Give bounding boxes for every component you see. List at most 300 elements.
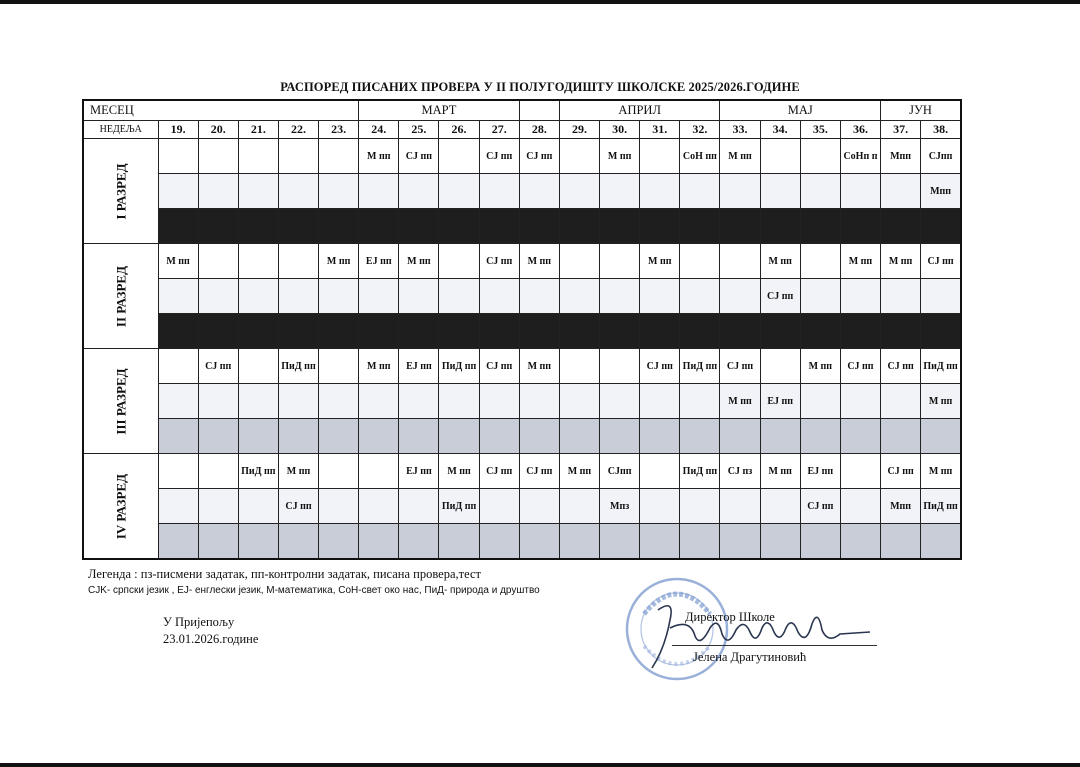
legend-line-1: Легенда : пз-писмени задатак, пп-контролни задатак, писана провера,тест [88, 567, 481, 581]
schedule-cell: ПиД пп [439, 489, 479, 524]
schedule-cell [198, 384, 238, 419]
grade-label: II РАЗРЕД [113, 265, 129, 327]
grade-row [83, 524, 961, 560]
schedule-cell: M пп [840, 244, 880, 279]
shaded-band-cell [640, 209, 680, 244]
schedule-cell: CJ пз [720, 454, 760, 489]
shaded-band-cell [840, 209, 880, 244]
schedule-cell [439, 279, 479, 314]
week-label: НЕДЕЉА [83, 121, 158, 139]
shaded-band-cell [238, 419, 278, 454]
shaded-band-cell [881, 209, 921, 244]
schedule-cell [238, 279, 278, 314]
schedule-cell: Mпп [921, 174, 961, 209]
schedule-cell [559, 244, 599, 279]
schedule-cell [399, 174, 439, 209]
grade-label: I РАЗРЕД [113, 162, 129, 220]
schedule-cell [479, 174, 519, 209]
shaded-band-cell [519, 524, 559, 560]
place-date [163, 614, 258, 648]
shaded-band-cell [278, 524, 318, 560]
schedule-cell [840, 174, 880, 209]
shaded-band-cell [439, 314, 479, 349]
schedule-cell [519, 279, 559, 314]
grade-row [83, 314, 961, 349]
schedule-cell [559, 384, 599, 419]
shaded-band-cell [359, 209, 399, 244]
month-label-cell [83, 100, 359, 121]
schedule-cell [640, 174, 680, 209]
grade-row [83, 349, 961, 384]
shaded-band-cell [238, 314, 278, 349]
shaded-band-cell [319, 314, 359, 349]
schedule-cell: CJ пп [519, 139, 559, 174]
shaded-band-cell [800, 524, 840, 560]
month-label: МЕСЕЦ [90, 103, 134, 117]
shaded-band-cell [359, 314, 399, 349]
schedule-cell [840, 454, 880, 489]
shaded-band-cell [278, 314, 318, 349]
shaded-band-cell [760, 419, 800, 454]
shaded-band-cell [559, 419, 599, 454]
shaded-band-cell [600, 524, 640, 560]
grade-row [83, 384, 961, 419]
schedule-cell: ПиД пп [439, 349, 479, 384]
week-number: 26. [439, 121, 479, 139]
schedule-cell: EJ пп [399, 349, 439, 384]
schedule-cell: M пп [319, 244, 359, 279]
schedule-cell: M пп [359, 349, 399, 384]
schedule-cell [238, 349, 278, 384]
shaded-band-cell [800, 209, 840, 244]
schedule-cell: M пп [921, 384, 961, 419]
schedule-cell [559, 139, 599, 174]
schedule-cell: M пп [439, 454, 479, 489]
schedule-cell: M пп [278, 454, 318, 489]
shaded-band-cell [238, 209, 278, 244]
schedule-cell: ПиД пп [278, 349, 318, 384]
shaded-band-cell [600, 419, 640, 454]
shaded-band-cell [439, 209, 479, 244]
week-number: 35. [800, 121, 840, 139]
legend-line-2: CJK- српски језик , EJ- енглески језик, M-математика, СоН-свет око нас, ПиД- природа и друштво [88, 585, 540, 596]
schedule-cell [760, 174, 800, 209]
schedule-cell [720, 489, 760, 524]
schedule-cell: ПиД пп [680, 349, 720, 384]
shaded-band-cell [519, 209, 559, 244]
month-cell: МАЈ [720, 100, 881, 121]
schedule-cell [479, 489, 519, 524]
schedule-cell: CJ пп [881, 454, 921, 489]
schedule-cell [800, 174, 840, 209]
shaded-band-cell [840, 524, 880, 560]
shaded-band-cell [559, 524, 599, 560]
schedule-cell [439, 139, 479, 174]
schedule-cell [680, 384, 720, 419]
shaded-band-cell [800, 419, 840, 454]
schedule-cell [519, 384, 559, 419]
grade-row [83, 419, 961, 454]
schedule-cell [600, 244, 640, 279]
schedule-table [82, 99, 962, 560]
shaded-band-cell [840, 419, 880, 454]
shaded-band-cell [720, 524, 760, 560]
shaded-band-cell [921, 524, 961, 560]
week-number: 36. [840, 121, 880, 139]
schedule-cell: M пп [640, 244, 680, 279]
grade-label: III РАЗРЕД [113, 367, 129, 435]
schedule-cell: EJ пп [359, 244, 399, 279]
schedule-cell [840, 384, 880, 419]
shaded-band-cell [519, 419, 559, 454]
schedule-cell [559, 279, 599, 314]
shaded-band-cell [399, 524, 439, 560]
schedule-cell [238, 244, 278, 279]
shaded-band-cell [600, 209, 640, 244]
shaded-band-cell [559, 209, 599, 244]
schedule-cell [278, 279, 318, 314]
schedule-cell [198, 174, 238, 209]
schedule-cell [278, 244, 318, 279]
schedule-cell [720, 279, 760, 314]
schedule-cell [800, 279, 840, 314]
schedule-cell [359, 279, 399, 314]
grade-label-cell [83, 349, 158, 454]
shaded-band-cell [519, 314, 559, 349]
schedule-cell [158, 174, 198, 209]
schedule-cell: M пп [921, 454, 961, 489]
schedule-cell [399, 384, 439, 419]
shaded-band-cell [640, 314, 680, 349]
shaded-band-cell [278, 209, 318, 244]
schedule-cell: CJпп [600, 454, 640, 489]
shaded-band-cell [359, 524, 399, 560]
schedule-cell: CJпп [921, 139, 961, 174]
grade-row [83, 139, 961, 174]
shaded-band-cell [881, 314, 921, 349]
week-number: 30. [600, 121, 640, 139]
schedule-cell [760, 349, 800, 384]
schedule-cell [319, 384, 359, 419]
shaded-band-cell [399, 209, 439, 244]
schedule-cell: CJ пп [198, 349, 238, 384]
schedule-cell [319, 489, 359, 524]
schedule-cell [479, 279, 519, 314]
schedule-cell: ПиД пп [921, 349, 961, 384]
schedule-cell: ПиД пп [238, 454, 278, 489]
week-number: 19. [158, 121, 198, 139]
schedule-cell [640, 279, 680, 314]
schedule-cell: M пп [359, 139, 399, 174]
week-number: 31. [640, 121, 680, 139]
schedule-cell [600, 384, 640, 419]
schedule-cell [158, 139, 198, 174]
schedule-cell: CJ пп [479, 454, 519, 489]
schedule-cell [399, 489, 439, 524]
scan-edge-bottom [0, 763, 1080, 767]
schedule-cell [238, 174, 278, 209]
month-header-row [83, 100, 961, 121]
grade-label-cell [83, 454, 158, 560]
schedule-cell: ПиД пп [921, 489, 961, 524]
week-number: 32. [680, 121, 720, 139]
schedule-cell [640, 489, 680, 524]
schedule-cell [359, 489, 399, 524]
grade-row [83, 454, 961, 489]
week-header-row [83, 121, 961, 139]
shaded-band-cell [158, 209, 198, 244]
month-cell: МАРТ [359, 100, 520, 121]
schedule-cell [680, 279, 720, 314]
schedule-cell [198, 454, 238, 489]
shaded-band-cell [840, 314, 880, 349]
schedule-cell: CJ пп [479, 244, 519, 279]
schedule-cell [760, 489, 800, 524]
shaded-band-cell [278, 419, 318, 454]
schedule-cell [800, 384, 840, 419]
shaded-band-cell [921, 314, 961, 349]
shaded-band-cell [559, 314, 599, 349]
shaded-band-cell [198, 419, 238, 454]
shaded-band-cell [479, 419, 519, 454]
grade-label-cell [83, 244, 158, 349]
schedule-cell [198, 139, 238, 174]
schedule-cell: M пп [720, 384, 760, 419]
schedule-cell [680, 489, 720, 524]
schedule-cell [840, 489, 880, 524]
shaded-band-cell [238, 524, 278, 560]
schedule-cell [640, 139, 680, 174]
schedule-cell [559, 349, 599, 384]
schedule-cell: M пп [760, 454, 800, 489]
schedule-cell [720, 244, 760, 279]
schedule-cell: СоН пп [680, 139, 720, 174]
director-name: Јелена Драгутиновић [693, 650, 807, 664]
schedule-cell [158, 489, 198, 524]
week-number: 21. [238, 121, 278, 139]
schedule-cell [158, 454, 198, 489]
shaded-band-cell [640, 419, 680, 454]
schedule-cell [359, 384, 399, 419]
schedule-cell [319, 349, 359, 384]
shaded-band-cell [680, 524, 720, 560]
schedule-cell: CJ пп [278, 489, 318, 524]
week-number: 38. [921, 121, 961, 139]
schedule-cell [439, 174, 479, 209]
schedule-cell [640, 384, 680, 419]
shaded-band-cell [359, 419, 399, 454]
schedule-cell: CJ пп [640, 349, 680, 384]
schedule-cell [198, 244, 238, 279]
shaded-band-cell [479, 314, 519, 349]
schedule-cell: M пп [559, 454, 599, 489]
schedule-cell [559, 489, 599, 524]
week-number: 37. [881, 121, 921, 139]
document-title: РАСПОРЕД ПИСАНИХ ПРОВЕРА У II ПОЛУГОДИШТУ ШКОЛСКЕ 2025/2026.ГОДИНЕ [280, 80, 800, 94]
shaded-band-cell [158, 524, 198, 560]
schedule-cell [881, 384, 921, 419]
schedule-cell: Mпз [600, 489, 640, 524]
shaded-band-cell [319, 524, 359, 560]
shaded-band-cell [158, 314, 198, 349]
schedule-cell [399, 279, 439, 314]
schedule-cell: M пп [760, 244, 800, 279]
schedule-cell [519, 489, 559, 524]
shaded-band-cell [720, 314, 760, 349]
shaded-band-cell [881, 524, 921, 560]
month-cell [519, 100, 559, 121]
shaded-band-cell [760, 314, 800, 349]
schedule-cell: CJ пп [881, 349, 921, 384]
shaded-band-cell [720, 209, 760, 244]
schedule-cell [479, 384, 519, 419]
schedule-cell [238, 384, 278, 419]
schedule-cell [439, 244, 479, 279]
shaded-band-cell [319, 419, 359, 454]
director-title: Директор Школе [685, 610, 775, 624]
schedule-cell [720, 174, 760, 209]
schedule-cell: M пп [881, 244, 921, 279]
schedule-cell [359, 174, 399, 209]
month-cell: АПРИЛ [559, 100, 720, 121]
schedule-cell: M пп [519, 349, 559, 384]
schedule-cell: CJ пп [399, 139, 439, 174]
shaded-band-cell [640, 524, 680, 560]
date: 23.01.2026.године [163, 632, 259, 646]
schedule-cell: EJ пп [760, 384, 800, 419]
shaded-band-cell [600, 314, 640, 349]
schedule-cell [760, 139, 800, 174]
week-number: 29. [559, 121, 599, 139]
schedule-cell [198, 279, 238, 314]
week-number: 22. [278, 121, 318, 139]
schedule-cell [881, 279, 921, 314]
schedule-cell [680, 244, 720, 279]
shaded-band-cell [399, 419, 439, 454]
schedule-cell [278, 174, 318, 209]
shaded-band-cell [479, 524, 519, 560]
shaded-band-cell [680, 314, 720, 349]
schedule-cell [559, 174, 599, 209]
shaded-band-cell [479, 209, 519, 244]
schedule-cell [158, 349, 198, 384]
shaded-band-cell [158, 419, 198, 454]
shaded-band-cell [760, 209, 800, 244]
schedule-cell [238, 489, 278, 524]
grade-row [83, 174, 961, 209]
shaded-band-cell [680, 419, 720, 454]
schedule-cell: M пп [800, 349, 840, 384]
schedule-cell: M пп [519, 244, 559, 279]
schedule-cell: CJ пп [479, 349, 519, 384]
grade-label: IV РАЗРЕД [113, 473, 129, 539]
schedule-cell [600, 174, 640, 209]
week-number: 28. [519, 121, 559, 139]
shaded-band-cell [439, 419, 479, 454]
schedule-cell [800, 244, 840, 279]
schedule-cell [238, 139, 278, 174]
week-number: 34. [760, 121, 800, 139]
schedule-cell [278, 384, 318, 419]
schedule-cell [640, 454, 680, 489]
signature-line [672, 645, 877, 646]
schedule-cell: M пп [158, 244, 198, 279]
schedule-cell [198, 489, 238, 524]
schedule-cell [158, 384, 198, 419]
schedule-cell: M пп [720, 139, 760, 174]
shaded-band-cell [881, 419, 921, 454]
schedule-cell [158, 279, 198, 314]
shaded-band-cell [680, 209, 720, 244]
schedule-cell: Mпп [881, 489, 921, 524]
scan-edge-top [0, 0, 1080, 4]
week-number: 25. [399, 121, 439, 139]
schedule-cell [881, 174, 921, 209]
shaded-band-cell [921, 209, 961, 244]
schedule-cell: M пп [399, 244, 439, 279]
schedule-cell: CJ пп [921, 244, 961, 279]
week-number: 23. [319, 121, 359, 139]
grade-label-cell [83, 139, 158, 244]
week-number: 20. [198, 121, 238, 139]
shaded-band-cell [319, 209, 359, 244]
shaded-band-cell [720, 419, 760, 454]
schedule-cell [519, 174, 559, 209]
schedule-cell [278, 139, 318, 174]
schedule-cell [921, 279, 961, 314]
schedule-cell: CJ пп [720, 349, 760, 384]
shaded-band-cell [399, 314, 439, 349]
schedule-cell: CJ пп [800, 489, 840, 524]
schedule-cell [319, 139, 359, 174]
schedule-cell [359, 454, 399, 489]
schedule-cell [439, 384, 479, 419]
schedule-cell [600, 349, 640, 384]
month-cell: ЈУН [881, 100, 961, 121]
schedule-cell: Mпп [881, 139, 921, 174]
schedule-cell: CJ пп [519, 454, 559, 489]
grade-row [83, 279, 961, 314]
shaded-band-cell [198, 524, 238, 560]
schedule-cell: M пп [600, 139, 640, 174]
schedule-cell: EJ пп [399, 454, 439, 489]
shaded-band-cell [198, 314, 238, 349]
schedule-cell [680, 174, 720, 209]
grade-row [83, 244, 961, 279]
schedule-cell [319, 454, 359, 489]
week-number: 24. [359, 121, 399, 139]
schedule-cell [319, 279, 359, 314]
schedule-cell: CJ пп [479, 139, 519, 174]
schedule-cell: ПиД пп [680, 454, 720, 489]
schedule-cell: CJ пп [760, 279, 800, 314]
schedule-cell [319, 174, 359, 209]
shaded-band-cell [760, 524, 800, 560]
grade-row [83, 489, 961, 524]
grade-row [83, 209, 961, 244]
schedule-cell [840, 279, 880, 314]
shaded-band-cell [439, 524, 479, 560]
week-number: 27. [479, 121, 519, 139]
shaded-band-cell [198, 209, 238, 244]
shaded-band-cell [800, 314, 840, 349]
schedule-cell [800, 139, 840, 174]
week-number: 33. [720, 121, 760, 139]
schedule-cell: EJ пп [800, 454, 840, 489]
schedule-cell: СоНп п [840, 139, 880, 174]
schedule-cell: CJ пп [840, 349, 880, 384]
shaded-band-cell [921, 419, 961, 454]
